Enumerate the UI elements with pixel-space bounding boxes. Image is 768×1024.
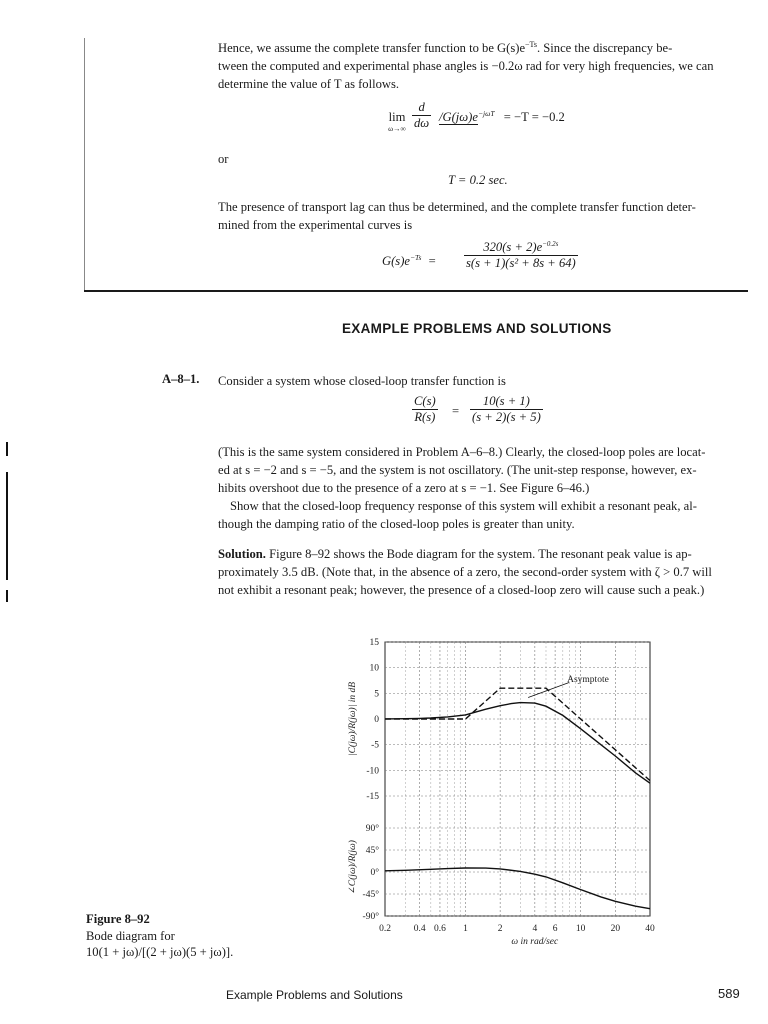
p1-line2: ed at s = −2 and s = −5, and the system is not oscillatory. (The unit-step response, however, ex- xyxy=(218,463,697,477)
phase-tick-label: -90° xyxy=(362,912,379,922)
top-para1-line1: Hence, we assume the complete transfer function to be G(s)e xyxy=(218,41,526,56)
eq1-rhs: = −T = −0.2 xyxy=(503,110,565,125)
top-paragraph-1 xyxy=(218,36,746,93)
x-tick-label: 0.2 xyxy=(379,924,391,934)
phase-tick-label: 90° xyxy=(365,824,379,834)
x-tick-label: 20 xyxy=(610,924,621,934)
figure-label: Figure 8–92 xyxy=(86,912,150,926)
margin-mark-2 xyxy=(6,472,8,580)
top-para1-line1-end: . Since the discrepancy be- xyxy=(536,41,673,56)
mag-axis-label: |C(jω)/R(jω)| in dB xyxy=(348,681,358,757)
x-tick-label: 40 xyxy=(645,924,655,934)
equation-T: T = 0.2 sec. xyxy=(448,173,508,187)
margin-mark-1 xyxy=(6,442,8,456)
derivative-d: d xyxy=(412,100,431,116)
x-tick-label: 1 xyxy=(463,924,468,934)
plot-frame xyxy=(385,642,650,916)
sol-line2: proximately 3.5 dB. (Note that, in the absence of a zero, the second-order system with ζ > 0.7 will xyxy=(218,565,712,579)
x-tick-label: 0.6 xyxy=(434,924,446,934)
sol-line3: not exhibit a resonant peak; however, the presence of a closed-loop zero will cause such a peak.) xyxy=(218,583,705,597)
lim-subscript: ω→∞ xyxy=(388,124,406,133)
eq3-lhs-exponent: −Ts xyxy=(409,253,422,262)
footer-running-title: Example Problems and Solutions xyxy=(226,988,403,1002)
eq3-denominator: s(s + 1)(s² + 8s + 64) xyxy=(466,256,576,271)
top-paragraph-2 xyxy=(218,198,746,234)
solution-paragraph xyxy=(218,545,746,599)
top-para1-line3: determine the value of T as follows. xyxy=(218,77,400,92)
eq1-exponent: −jωT xyxy=(477,109,495,118)
mag-tick-label: 10 xyxy=(369,663,379,674)
eq-lhs-denominator: R(s) xyxy=(414,410,436,424)
eq-equals: = xyxy=(452,404,460,418)
top-para2-line2: mined from the experimental curves is xyxy=(218,218,413,232)
caption-line2: 10(1 + jω)/[(2 + jω)(5 + jω)]. xyxy=(86,945,234,959)
section-heading: EXAMPLE PROBLEMS AND SOLUTIONS xyxy=(342,321,612,336)
solution-label: Solution. xyxy=(218,547,266,561)
margin-mark-3 xyxy=(6,590,8,602)
problem-intro: Consider a system whose closed-loop transfer function is xyxy=(218,374,506,388)
or-text: or xyxy=(218,152,229,166)
top-para1-exponent: −Ts xyxy=(525,40,537,49)
phase-curve xyxy=(385,868,650,909)
x-axis-label: ω in rad/sec xyxy=(511,937,559,947)
eq3-lhs: G(s)e xyxy=(382,254,410,269)
phase-axis-label: ∠C(jω)/R(jω) xyxy=(348,840,358,895)
eq3-num-exponent: −0.2s xyxy=(542,240,559,248)
mag-tick-label: 0 xyxy=(374,715,379,725)
mag-tick-label: -15 xyxy=(366,792,379,802)
problem-equation xyxy=(412,394,582,434)
equation-complete-tf xyxy=(382,240,602,284)
section-divider xyxy=(84,290,748,292)
figure-caption xyxy=(86,928,233,960)
top-para1-line2: tween the computed and experimental phase angles is −0.2ω rad for very high frequencies, we can xyxy=(218,59,714,74)
asymptote-annotation: Asymptote xyxy=(567,674,609,685)
mag-tick-label: -10 xyxy=(366,766,379,777)
mag-tick-label: 5 xyxy=(374,689,379,700)
problem-paragraph-1 xyxy=(218,443,746,497)
x-tick-label: 6 xyxy=(552,924,558,934)
mag-tick-label: -5 xyxy=(371,740,379,751)
p1-line3: hibits overshoot due to the presence of a zero at s = −1. See Figure 6–46.) xyxy=(218,481,590,495)
problem-paragraph-2 xyxy=(218,497,746,533)
x-tick-label: 0.4 xyxy=(413,924,426,934)
eq3-numerator xyxy=(464,240,578,256)
p2-line1: Show that the closed-loop frequency response of this system will exhibit a resonant peak, al- xyxy=(230,499,697,513)
eq-rhs-denominator: (s + 2)(s + 5) xyxy=(472,410,541,424)
p1-line1: (This is the same system considered in Problem A–6–8.) Clearly, the closed-loop poles are locat- xyxy=(218,445,706,459)
magnitude-curve xyxy=(385,703,650,784)
eq-rhs-numerator: 10(s + 1) xyxy=(470,394,543,410)
left-margin-rule-top xyxy=(84,38,85,290)
phase-tick-label: 0° xyxy=(370,868,379,878)
top-para2-line1: The presence of transport lag can thus be determined, and the complete transfer function deter- xyxy=(218,200,696,214)
eq3-equals: = xyxy=(428,254,436,269)
bode-diagram xyxy=(300,630,660,960)
derivative-dw: dω xyxy=(414,116,430,130)
asymptote-curve xyxy=(385,688,650,780)
eq-lhs-numerator: C(s) xyxy=(414,394,436,408)
sol-line1: Figure 8–92 shows the Bode diagram for the system. The resonant peak value is ap- xyxy=(269,547,692,561)
mag-tick-label: 15 xyxy=(369,638,379,648)
p2-line2: though the damping ratio of the closed-loop poles is greater than unity. xyxy=(218,517,575,531)
eq1-body: /G(jω)e xyxy=(439,110,478,125)
x-tick-label: 2 xyxy=(497,924,503,934)
problem-label: A–8–1. xyxy=(162,372,200,386)
phase-tick-label: 45° xyxy=(365,846,379,856)
eq3-num-text: 320(s + 2)e xyxy=(483,240,543,255)
caption-line1: Bode diagram for xyxy=(86,929,175,943)
x-tick-label: 10 xyxy=(575,924,586,934)
x-tick-label: 4 xyxy=(532,924,538,934)
phase-tick-label: -45° xyxy=(362,890,379,900)
lim-label: lim xyxy=(388,110,406,124)
footer-page-number: 589 xyxy=(718,986,740,1001)
